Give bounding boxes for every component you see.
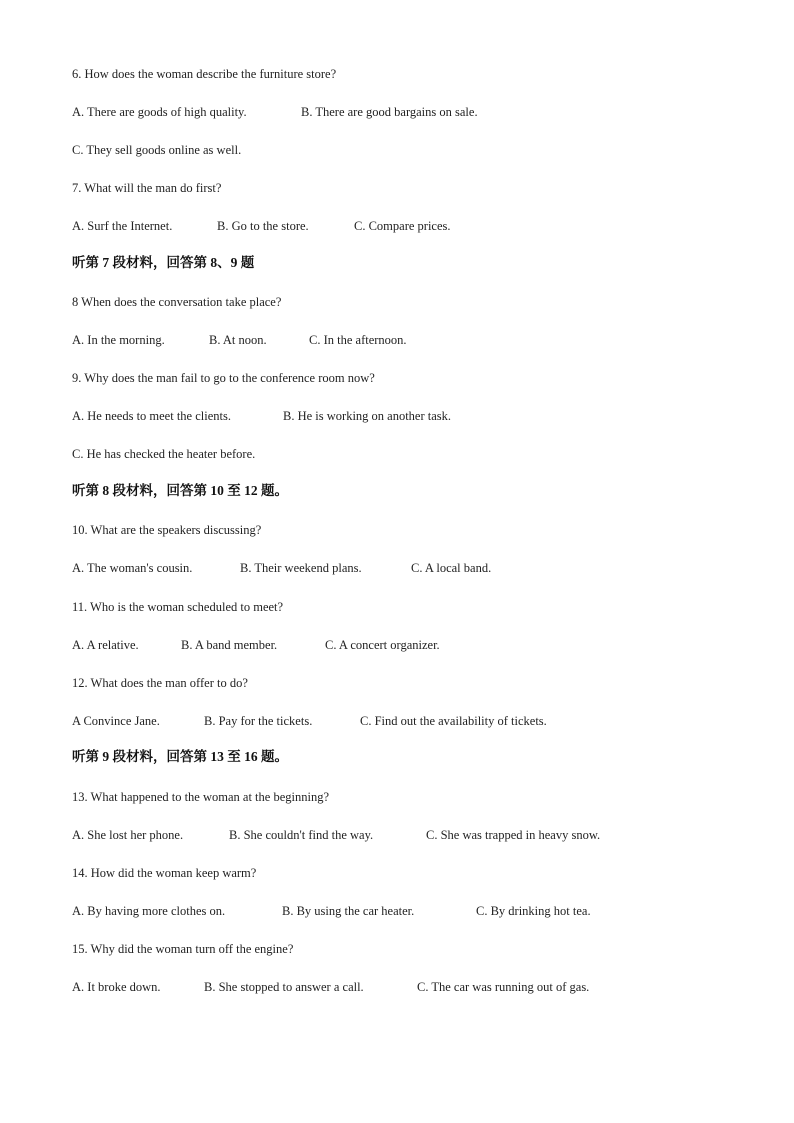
q14-option-a: A. By having more clothes on.: [72, 904, 226, 918]
question-10: 10. What are the speakers discussing?: [72, 523, 262, 537]
q8-option-c: C. In the afternoon.: [309, 333, 407, 347]
q10-option-a: A. The woman's cousin.: [72, 561, 193, 575]
q12-option-b: B. Pay for the tickets.: [204, 714, 313, 728]
section-heading-7: 听第 7 段材料，回答第 8、9 题: [72, 255, 255, 270]
q15-option-b: B. She stopped to answer a call.: [204, 980, 364, 994]
q7-option-a: A. Surf the Internet.: [72, 219, 173, 233]
question-6: 6. How does the woman describe the furniture store?: [72, 67, 337, 81]
q8-option-b: B. At noon.: [209, 333, 267, 347]
q10-option-b: B. Their weekend plans.: [240, 561, 362, 575]
question-8: 8 When does the conversation take place?: [72, 295, 282, 309]
q15-option-c: C. The car was running out of gas.: [417, 980, 590, 994]
question-15: 15. Why did the woman turn off the engine?: [72, 942, 294, 956]
q13-option-b: B. She couldn't find the way.: [229, 828, 374, 842]
section-heading-9: 听第 9 段材料，回答第 13 至 16 题。: [72, 749, 288, 764]
q7-option-b: B. Go to the store.: [217, 219, 309, 233]
q11-option-b: B. A band member.: [181, 638, 278, 652]
q14-option-c: C. By drinking hot tea.: [476, 904, 591, 918]
question-11: 11. Who is the woman scheduled to meet?: [72, 600, 284, 614]
section-heading-8: 听第 8 段材料，回答第 10 至 12 题。: [72, 483, 288, 498]
q11-option-c: C. A concert organizer.: [325, 638, 440, 652]
q12-option-a: A Convince Jane.: [72, 714, 160, 728]
question-13: 13. What happened to the woman at the beginning?: [72, 790, 329, 804]
q11-option-a: A. A relative.: [72, 638, 139, 652]
q9-option-b: B. He is working on another task.: [283, 409, 452, 423]
q14-option-b: B. By using the car heater.: [282, 904, 415, 918]
q6-option-c: C. They sell goods online as well.: [72, 143, 242, 157]
q13-option-a: A. She lost her phone.: [72, 828, 184, 842]
q15-option-a: A. It broke down.: [72, 980, 161, 994]
question-7: 7. What will the man do first?: [72, 181, 222, 195]
question-14: 14. How did the woman keep warm?: [72, 866, 257, 880]
q6-option-a: A. There are goods of high quality.: [72, 105, 247, 119]
q6-option-b: B. There are good bargains on sale.: [301, 105, 478, 119]
q8-option-a: A. In the morning.: [72, 333, 165, 347]
q12-option-c: C. Find out the availability of tickets.: [360, 714, 547, 728]
question-12: 12. What does the man offer to do?: [72, 676, 248, 690]
q13-option-c: C. She was trapped in heavy snow.: [426, 828, 601, 842]
q9-option-c: C. He has checked the heater before.: [72, 447, 256, 461]
question-9: 9. Why does the man fail to go to the conference room now?: [72, 371, 375, 385]
q7-option-c: C. Compare prices.: [354, 219, 451, 233]
q10-option-c: C. A local band.: [411, 561, 492, 575]
q9-option-a: A. He needs to meet the clients.: [72, 409, 231, 423]
